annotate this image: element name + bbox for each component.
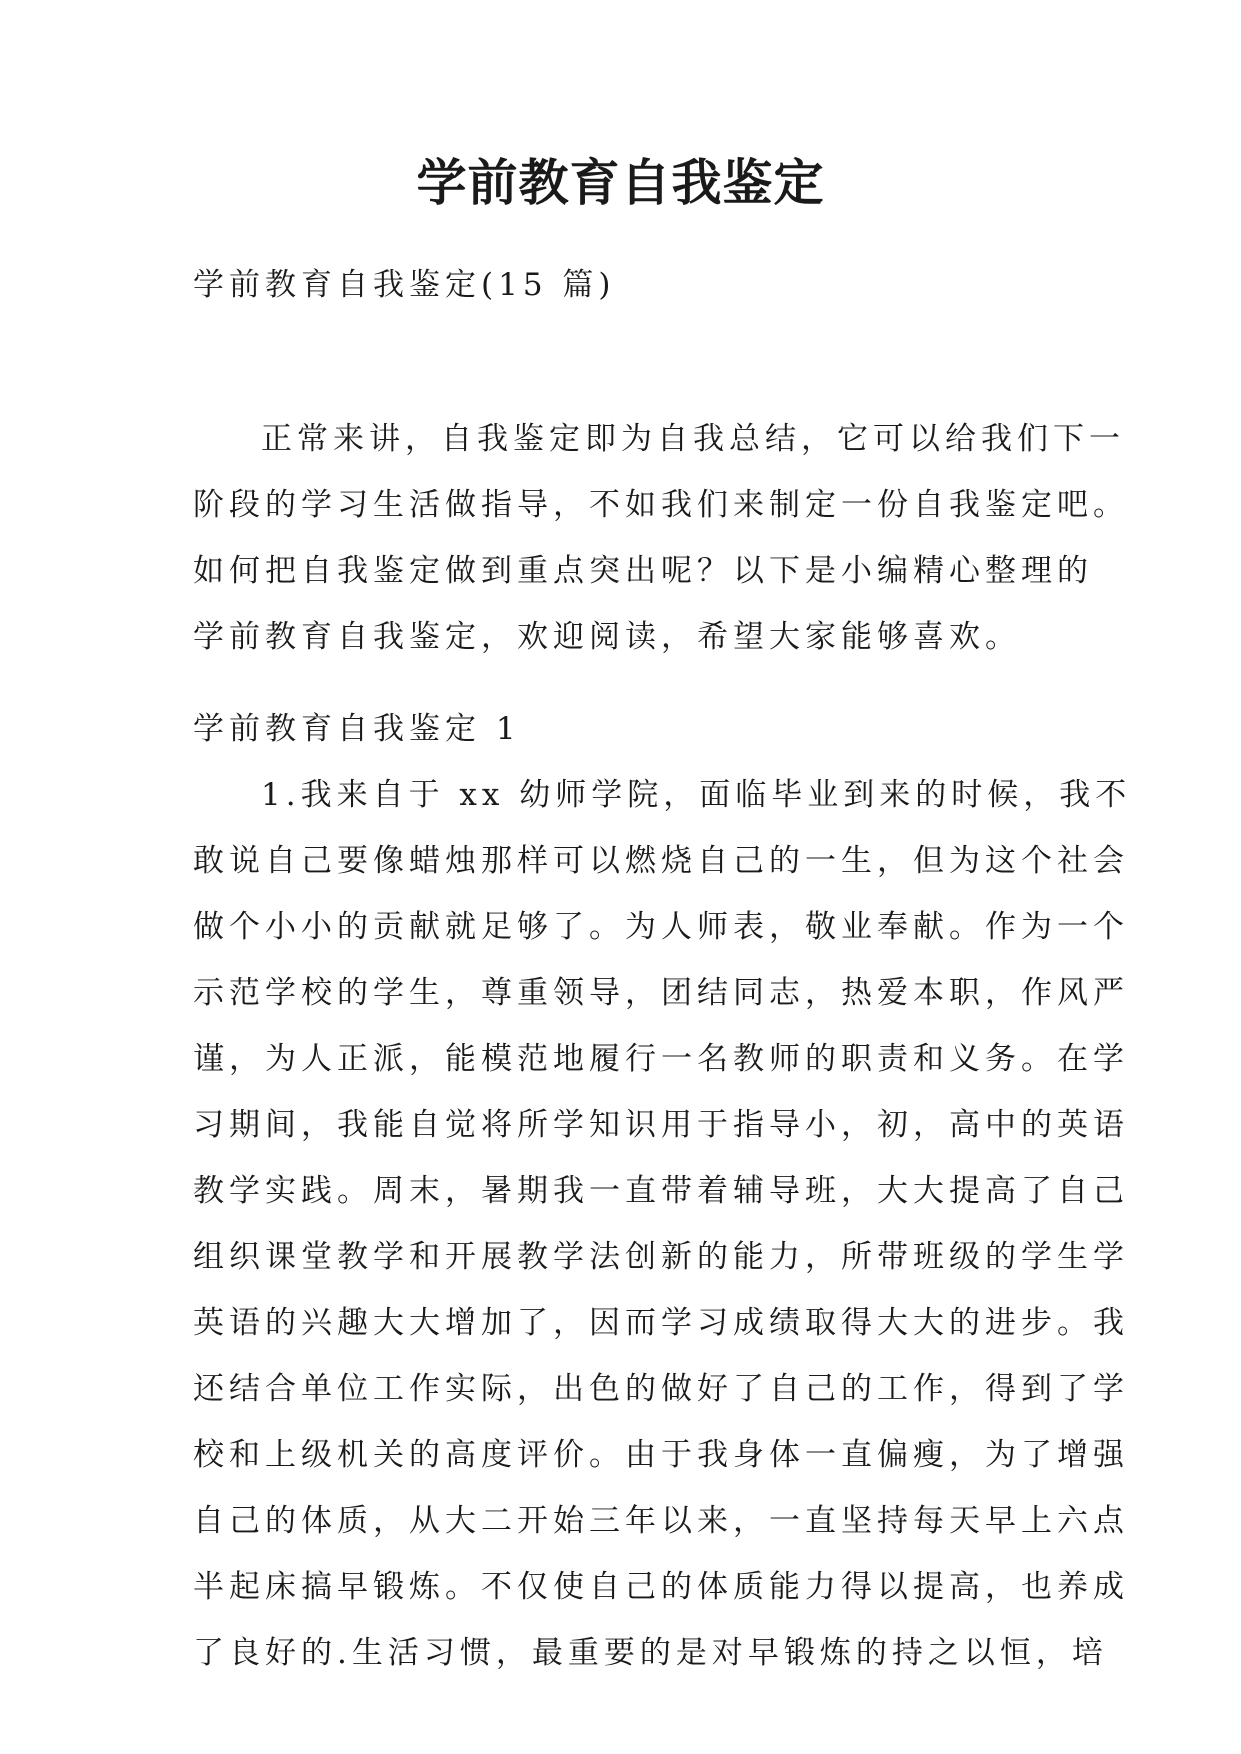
body-line: 还结合单位工作实际，出色的做好了自己的工作，得到了学 (193, 1371, 1129, 1407)
document-title: 学前教育自我鉴定 (416, 153, 825, 212)
subtitle-text: 学前教育自我鉴定(15 篇) (193, 267, 616, 303)
section-heading (193, 696, 1073, 762)
intro-line: 学前教育自我鉴定，欢迎阅读，希望大家能够喜欢。 (193, 619, 1021, 655)
section-body-paragraph (193, 762, 1132, 1686)
document-subtitle (193, 252, 1073, 318)
body-line: 谨，为人正派，能模范地履行一名教师的职责和义务。在学 (193, 1041, 1129, 1077)
body-line: 敢说自己要像蜡烛那样可以燃烧自己的一生，但为这个社会 (193, 843, 1129, 879)
body-line: 了良好的.生活习惯，最重要的是对早锻炼的持之以恒，培 (193, 1635, 1108, 1671)
body-line: 自己的体质，从大二开始三年以来，一直坚持每天早上六点 (193, 1503, 1129, 1539)
intro-line: 如何把自我鉴定做到重点突出呢？以下是小编精心整理的 (193, 553, 1093, 589)
body-line: 半起床搞早锻炼。不仅使自己的体质能力得以提高，也养成 (193, 1569, 1129, 1605)
body-line: 校和上级机关的高度评价。由于我身体一直偏瘦，为了增强 (193, 1437, 1129, 1473)
section-heading-text: 学前教育自我鉴定 1 (193, 711, 521, 747)
intro-paragraph (193, 406, 1129, 670)
body-line: 英语的兴趣大大增加了，因而学习成绩取得大大的进步。我 (193, 1305, 1129, 1341)
body-line: 组织课堂教学和开展教学法创新的能力，所带班级的学生学 (193, 1239, 1129, 1275)
intro-line: 阶段的学习生活做指导，不如我们来制定一份自我鉴定吧。 (193, 487, 1129, 523)
body-line: 教学实践。周末，暑期我一直带着辅导班，大大提高了自己 (193, 1173, 1129, 1209)
body-line: 习期间，我能自觉将所学知识用于指导小，初，高中的英语 (193, 1107, 1129, 1143)
body-line: 做个小小的贡献就足够了。为人师表，敬业奉献。作为一个 (193, 909, 1129, 945)
body-line: 示范学校的学生，尊重领导，团结同志，热爱本职，作风严 (193, 975, 1129, 1011)
intro-line: 正常来讲，自我鉴定即为自我总结，它可以给我们下一 (261, 421, 1125, 457)
body-line: 1.我来自于 xx 幼师学院，面临毕业到来的时候，我不 (261, 777, 1132, 813)
